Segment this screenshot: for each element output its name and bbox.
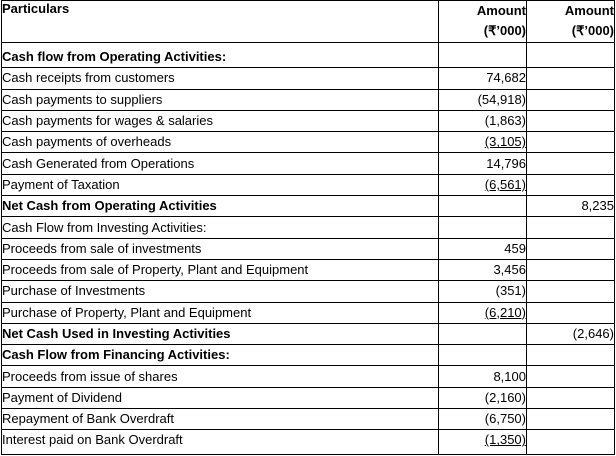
row-amount-2 [527,345,615,366]
row-label: Cash receipts from customers [2,68,439,89]
row-label: Cash Flow from Financing Activities: [2,345,439,366]
row-label: Cash payments of overheads [2,132,439,153]
row-amount-1: 74,682 [439,68,527,89]
table-row [2,387,615,408]
row-label: Repayment of Bank Overdraft [2,409,439,430]
row-amount-1: (3,105) [439,132,527,153]
particulars-header: Particulars [2,1,439,43]
row-amount-2 [527,366,615,387]
row-label: Cash Flow from Investing Activities: [2,217,439,238]
row-amount-2 [527,43,615,68]
row-label: Cash Generated from Operations [2,153,439,174]
row-amount-2 [527,259,615,280]
section-heading-financing [2,345,615,366]
row-amount-1: (6,210) [439,302,527,323]
row-label: Purchase of Investments [2,281,439,302]
row-label: Net Cash from Operating Activities [2,196,439,217]
amount-header-1-title: Amount [476,3,526,18]
row-amount-1: (351) [439,281,527,302]
row-amount-2: (2,646) [527,323,615,344]
table-row [2,430,615,454]
row-amount-2 [527,110,615,131]
amount-header-2-unit: (₹’000) [571,23,614,38]
row-amount-1: 3,456 [439,259,527,280]
section-heading-investing [2,217,615,238]
section-heading-operating [2,43,615,68]
table-row [2,174,615,195]
row-amount-1 [439,217,527,238]
row-amount-2 [527,302,615,323]
row-amount-2 [527,153,615,174]
row-amount-1: (6,561) [439,174,527,195]
row-amount-1: (2,160) [439,387,527,408]
subtotal-row-operating [2,196,615,217]
row-amount-2 [527,387,615,408]
row-amount-1: (1,350) [439,430,527,454]
row-label: Payment of Dividend [2,387,439,408]
table-row [2,238,615,259]
row-amount-2 [527,430,615,454]
table-row [2,281,615,302]
table-row [2,153,615,174]
row-amount-2 [527,89,615,110]
row-amount-2: 8,235 [527,196,615,217]
row-amount-2 [527,217,615,238]
row-label: Purchase of Property, Plant and Equipment [2,302,439,323]
row-amount-1: (1,863) [439,110,527,131]
row-amount-2 [527,132,615,153]
row-amount-1 [439,345,527,366]
cash-flow-table [1,0,615,455]
amount-header-2 [527,1,615,43]
row-amount-1: (6,750) [439,409,527,430]
row-label: Proceeds from sale of Property, Plant and Equipment [2,259,439,280]
row-amount-2 [527,281,615,302]
table-row [2,132,615,153]
amount-header-1-unit: (₹’000) [483,23,526,38]
table-row [2,409,615,430]
row-amount-1: 459 [439,238,527,259]
row-label: Cash payments to suppliers [2,89,439,110]
row-label: Net Cash Used in Investing Activities [2,323,439,344]
row-label: Proceeds from issue of shares [2,366,439,387]
table-row [2,68,615,89]
row-label: Interest paid on Bank Overdraft [2,430,439,454]
row-label: Proceeds from sale of investments [2,238,439,259]
row-amount-1: 8,100 [439,366,527,387]
header-row [2,1,615,43]
table-row [2,259,615,280]
row-amount-2 [527,238,615,259]
table-row [2,366,615,387]
row-label: Cash flow from Operating Activities: [2,43,439,68]
row-amount-1 [439,43,527,68]
row-amount-1 [439,323,527,344]
row-amount-1 [439,196,527,217]
table-row [2,302,615,323]
row-amount-1: 14,796 [439,153,527,174]
row-label: Payment of Taxation [2,174,439,195]
subtotal-row-investing [2,323,615,344]
row-amount-2 [527,174,615,195]
table-row [2,110,615,131]
amount-header-1 [439,1,527,43]
table-row [2,89,615,110]
row-amount-2 [527,68,615,89]
row-label: Cash payments for wages & salaries [2,110,439,131]
row-amount-2 [527,409,615,430]
row-amount-1: (54,918) [439,89,527,110]
amount-header-2-title: Amount [564,3,614,18]
